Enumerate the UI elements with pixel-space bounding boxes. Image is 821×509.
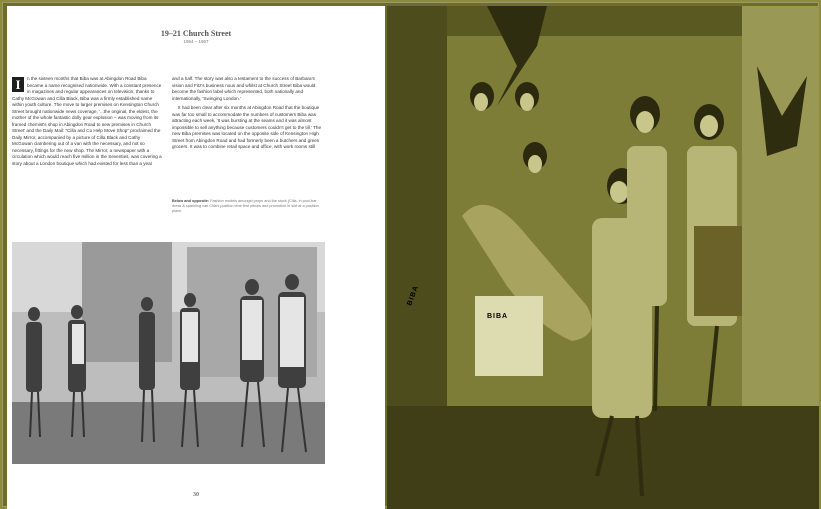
caption-text: Fashion models amongst props and the stock (Cilla, in pool-bar dress & sparkling van Cilla's position time first pieces and promotion in slot at a position place. — [172, 199, 319, 213]
book-spread — [2, 2, 819, 507]
photo-caption — [172, 199, 322, 214]
body-column-2 — [172, 76, 322, 154]
body-column-1 — [12, 76, 162, 170]
column-2-paragraph-2: It had been clear after six months at Abingdon Road that the boutique was far too small to accommodate the numbers of customers Biba was attracting each week. 'It was bursting at the seams and it was almost impossible to sell anything because customers couldn't get to the till.' The new Biba premises was located on the opposite side of Kensington High Street from Abingdon Road and had formerly been a butchers and green grocers. It was to combine retail space and office, with work rooms still — [172, 105, 322, 149]
van-sign: BIBA — [406, 284, 421, 307]
dropcap: I — [12, 77, 24, 92]
street-photo — [12, 242, 325, 464]
full-bleed-photo — [387, 6, 819, 509]
bag-logo: BIBA — [487, 313, 509, 320]
first-paragraph — [12, 76, 162, 167]
left-page — [7, 6, 385, 509]
column-1-text: n the sixteen months that Biba was at Abingdon Road Biba became a name recognised nationwide. With a constant presence in magazines and regular appearances on television, thanks to Cathy McGowan and Cilla Black, Biba was a firmly established name within youth culture. The move to larger premises on Kensington Church Street brought nationwide news coverage, '...the original, the eldest, the mother of the whole fantastic dolly gear explosion – was moving from its framed chemist's shop in Abingdon Road to new premises in Church Street' and the Daily Mail: "Cilla and Co Help Move Shop" proclaimed the Daily Mirror, accompanied by a picture of Cilla Black and Cathy McGowan clambering out of a van with the necessary, and not so necessary, fittings for the new shop. The Mirror, a newspaper with a circulation which would reach five million in the Seventies, was covering a story about a London boutique which had existed for less than a year — [12, 76, 162, 166]
running-subhead: 1964 – 1967 — [183, 39, 209, 44]
street-photo-illustration — [12, 242, 325, 464]
column-2-paragraph-1: and a half. The story was also a testament to the success of Barbara's vision and Fitz's business nous and whilst at Church Street Biba would become the fashion label which represented, both nationally and internationally, 'Swinging London.' — [172, 76, 316, 101]
running-head: 19–21 Church Street — [160, 29, 232, 38]
van-photo-illustration — [387, 6, 819, 509]
caption-lead: Below and opposite: — [172, 199, 210, 203]
page-number: 30 — [193, 492, 199, 498]
